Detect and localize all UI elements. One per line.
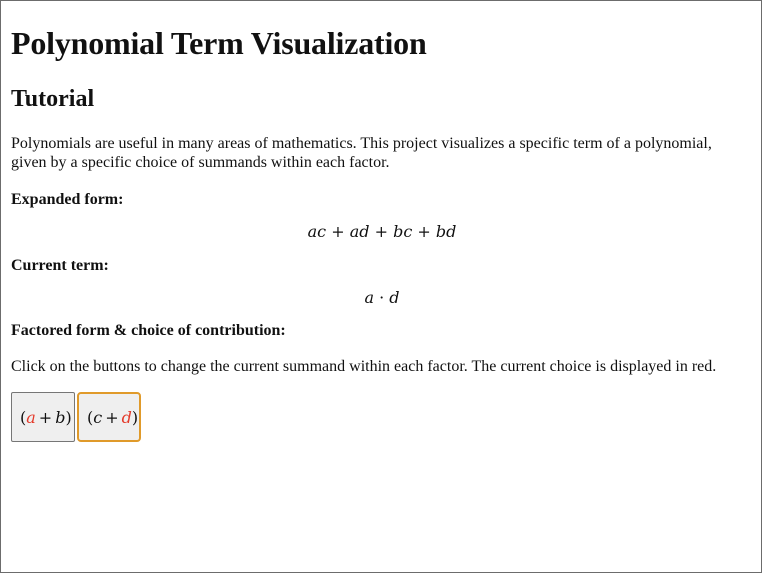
summand-c: c <box>93 407 103 427</box>
open-paren: ( <box>87 407 94 427</box>
current-factor: d <box>389 288 400 307</box>
open-paren: ( <box>20 407 27 427</box>
summand-a-selected: a <box>26 407 36 427</box>
summand-d-selected: d <box>121 407 132 427</box>
page-title: Polynomial Term Visualization <box>11 25 427 61</box>
expanded-form-expression <box>1 222 762 242</box>
expanded-form-label: Expanded form: <box>11 191 124 208</box>
plus-operator: + <box>417 222 431 241</box>
summand-b: b <box>55 407 66 427</box>
plus-operator: + <box>105 407 119 427</box>
current-factor: a <box>364 288 374 307</box>
factor-button-c-plus-d[interactable] <box>77 392 141 442</box>
current-term-label: Current term: <box>11 257 109 274</box>
plus-operator: + <box>374 222 388 241</box>
close-paren: ) <box>65 407 72 427</box>
close-paren: ) <box>131 407 139 427</box>
factor-buttons <box>11 392 141 442</box>
current-term-expression <box>1 288 762 308</box>
factored-form-label: Factored form & choice of contribution: <box>11 322 286 339</box>
factor-button-a-plus-b[interactable] <box>11 392 75 442</box>
plus-operator: + <box>331 222 345 241</box>
page <box>1 1 761 572</box>
expanded-term: ad <box>349 222 370 241</box>
instructions-text: Click on the buttons to change the current summand within each factor. The current choice is displayed in red. <box>11 358 717 375</box>
expanded-term: bd <box>435 222 457 241</box>
plus-operator: + <box>38 407 53 427</box>
section-heading-tutorial: Tutorial <box>11 86 95 112</box>
intro-paragraph: Polynomials are useful in many areas of mathematics. This project visualizes a specific term of a polynomial, given by a specific choice of summands within each factor. <box>11 135 712 171</box>
multiply-operator: · <box>379 288 385 307</box>
expanded-term: bc <box>393 222 413 241</box>
expanded-term: ac <box>307 222 327 241</box>
